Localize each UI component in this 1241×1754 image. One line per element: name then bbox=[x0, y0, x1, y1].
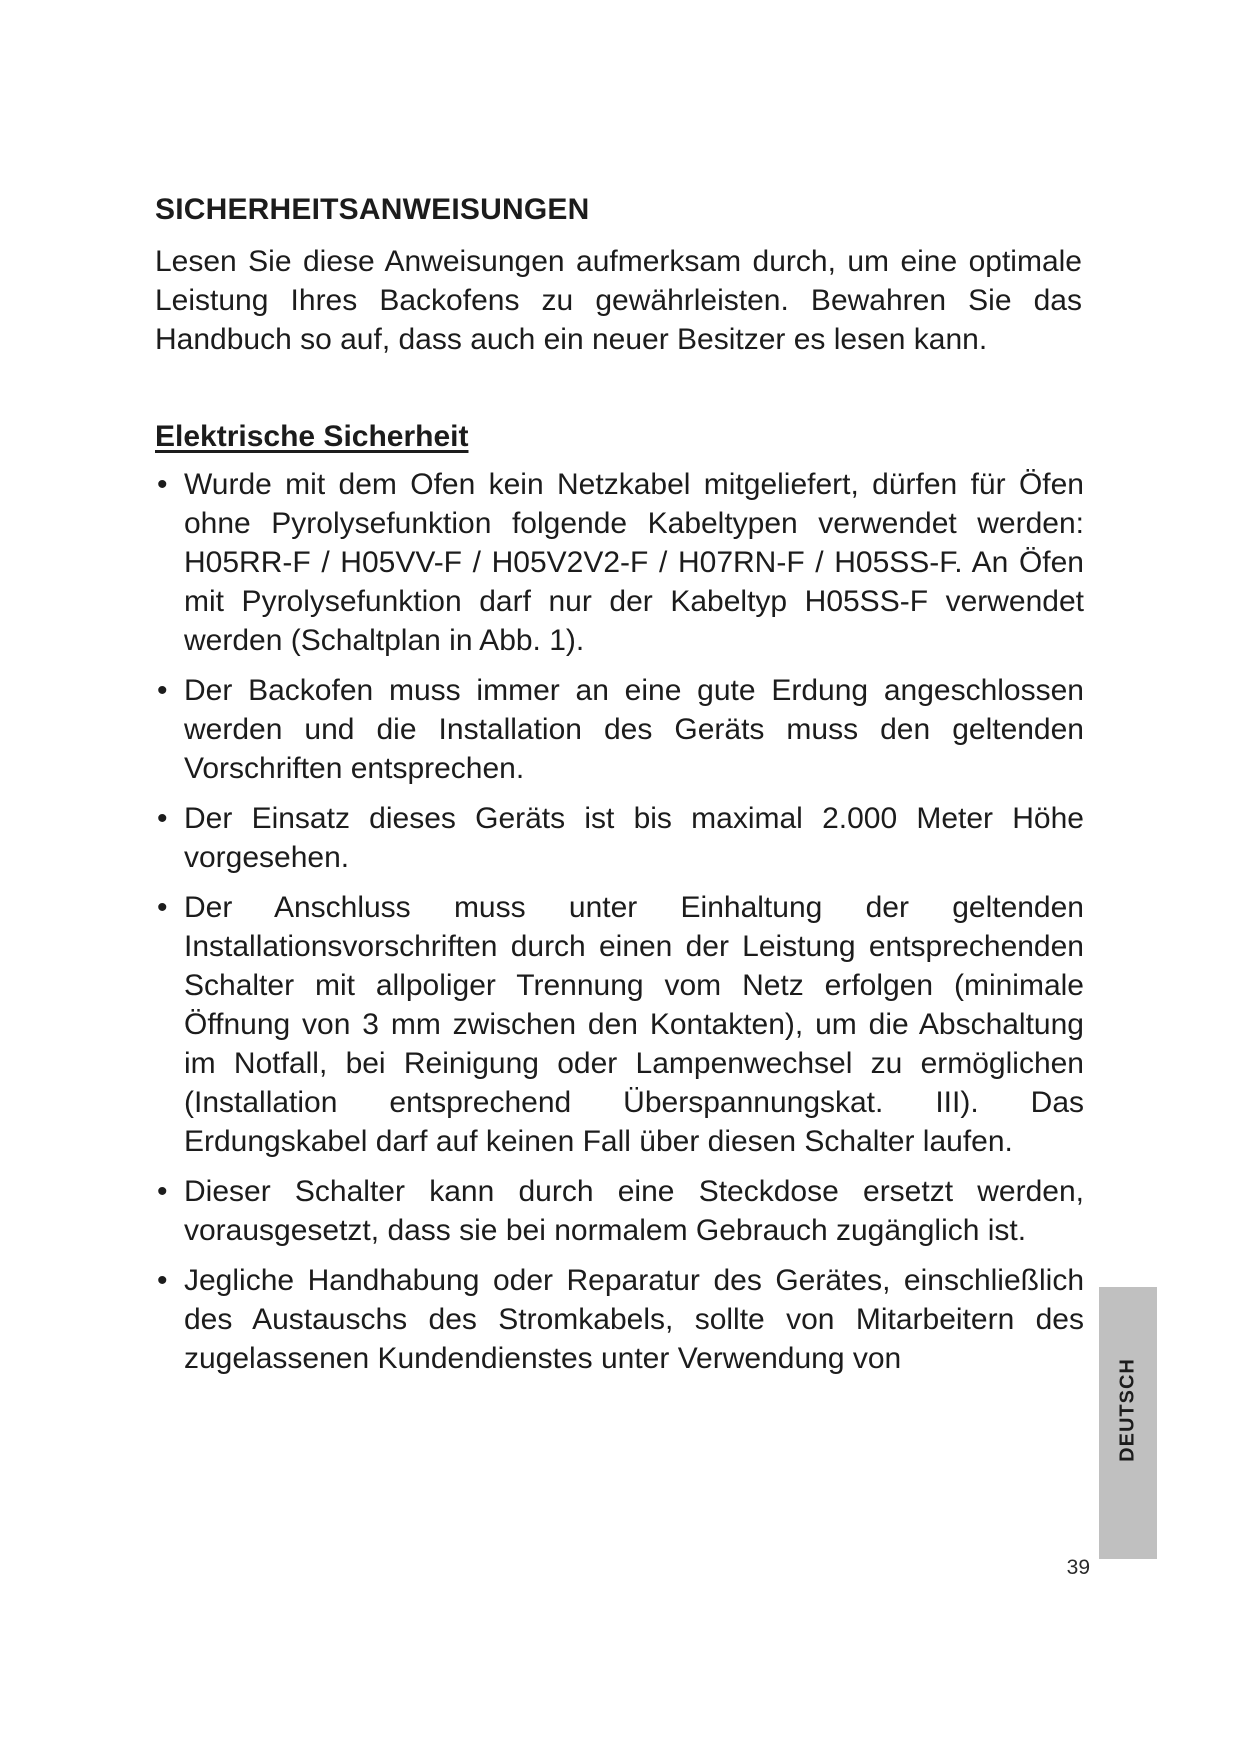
bullet-icon: • bbox=[157, 1264, 168, 1297]
list-item bbox=[155, 799, 1084, 877]
bullet-icon: • bbox=[157, 674, 168, 707]
safety-list bbox=[155, 465, 1085, 1378]
language-label: DEUTSCH bbox=[1116, 1358, 1139, 1462]
list-item-text: Wurde mit dem Ofen kein Netzkabel mitgeliefert, dürfen für Öfen ohne Pyrolysefunktion folgende Kabeltypen verwendet werden: H05RR-F / H05VV-F / H05V2V2-F / H07RN-F / H05SS-F. An Öfen mit Pyrolysefunktion darf nur der Kabeltyp H05SS-F verwendet werden (Schaltplan in Abb. 1). bbox=[184, 468, 1084, 657]
list-item-text: Der Anschluss muss unter Einhaltung der geltenden Installationsvorschriften durch einen der Leistung entsprechenden Schalter mit allpoliger Trennung vom Netz erfolgen (minimale Öffnung von 3 mm zwischen den Kontakten), um die Abschaltung im Notfall, bei Reinigung oder Lampenwechsel zu ermöglichen (Installation entsprechend Überspannungskat. III). Das Erdungskabel darf auf keinen Fall über diesen Schalter laufen. bbox=[184, 891, 1084, 1158]
page-number: 39 bbox=[1066, 1556, 1090, 1579]
bullet-icon: • bbox=[157, 1175, 168, 1208]
page-content bbox=[155, 190, 1085, 1389]
list-item bbox=[155, 1172, 1084, 1250]
list-item-text: Der Einsatz dieses Geräts ist bis maximal 2.000 Meter Höhe vorgesehen. bbox=[184, 802, 1084, 874]
list-item-text: Dieser Schalter kann durch eine Steckdose ersetzt werden, vorausgesetzt, dass sie bei normalem Gebrauch zugänglich ist. bbox=[184, 1175, 1084, 1247]
page-title: SICHERHEITSANWEISUNGEN bbox=[155, 193, 590, 226]
section-title: Elektrische Sicherheit bbox=[155, 420, 469, 453]
list-item bbox=[155, 465, 1084, 660]
list-item-text: Der Backofen muss immer an eine gute Erdung angeschlossen werden und die Installation des Geräts muss den geltenden Vorschriften entsprechen. bbox=[184, 674, 1084, 785]
list-item bbox=[155, 888, 1084, 1161]
list-item bbox=[155, 671, 1084, 788]
bullet-icon: • bbox=[157, 468, 168, 501]
list-item-text: Jegliche Handhabung oder Reparatur des Gerätes, einschließlich des Austauschs des Stromkabels, sollte von Mitarbeitern des zugelassenen Kundendienstes unter Verwendung von bbox=[184, 1264, 1084, 1375]
bullet-icon: • bbox=[157, 891, 168, 924]
language-tab bbox=[1099, 1287, 1157, 1559]
intro-paragraph: Lesen Sie diese Anweisungen aufmerksam durch, um eine optimale Leistung Ihres Backofens zu gewährleisten. Bewahren Sie das Handbuch so auf, dass auch ein neuer Besitzer es lesen kann. bbox=[155, 245, 1082, 356]
list-item bbox=[155, 1261, 1084, 1378]
bullet-icon: • bbox=[157, 802, 168, 835]
